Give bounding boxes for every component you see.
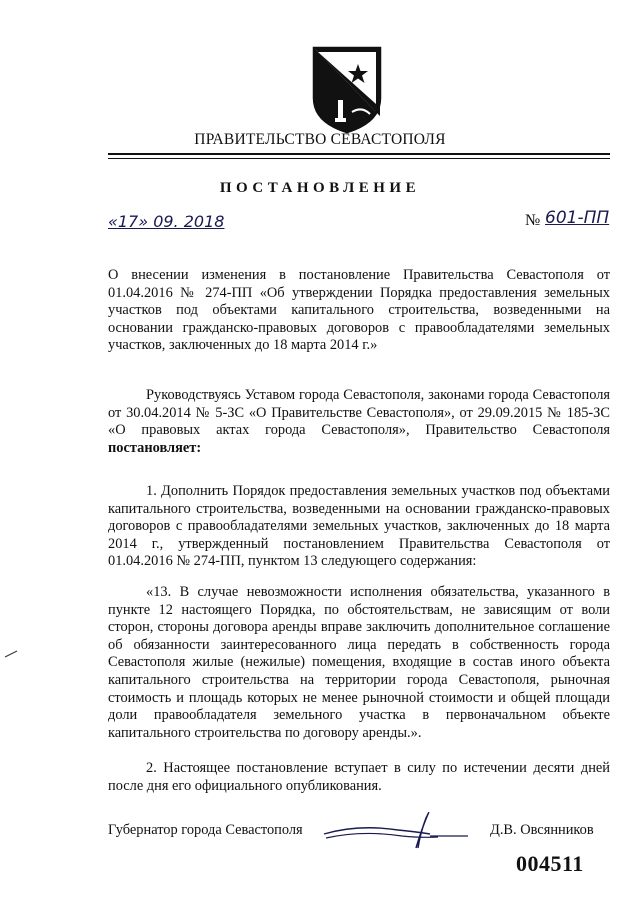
document-number-label: №: [525, 212, 541, 229]
document-subject: О внесении изменения в постановление Правительства Севастополя от 01.04.2016 № 274-ПП «Об утверждении Порядка предоставления земельных участков под объектами капитального строительства, возведенными на основании гражданско-правовых договоров с правообладателями земельных участков, заключенных до 18 марта 2014 г.»: [108, 267, 610, 354]
preamble-paragraph: [108, 387, 610, 457]
resolves-word: постановляет:: [108, 439, 202, 456]
form-serial-number: 004511: [516, 851, 584, 876]
signature-icon: [318, 808, 478, 852]
item-2-paragraph: 2. Настоящее постановление вступает в силу по истечении десяти дней после дня его официального опубликования.: [108, 760, 610, 794]
coat-of-arms-icon: [308, 42, 386, 136]
item-1-paragraph: 1. Дополнить Порядок предоставления земельных участков под объектами капитального строительства, возведенными на основании гражданско-правовых договоров с правообладателями земельных участков, заключенных до 18 марта 2014 г., утвержденный постановлением Правительства Севастополя от 01.04.2016 № 274-ПП, пунктом 13 следующего содержания:: [108, 483, 610, 570]
signatory-position: Губернатор города Севастополя: [108, 822, 303, 838]
government-name: ПРАВИТЕЛЬСТВО СЕВАСТОПОЛЯ: [194, 131, 446, 148]
preamble-text: Руководствуясь Уставом города Севастополя, законами города Севастополя от 30.04.2014 № 5-ЗС «О Правительстве Севастополя», от 29.09.2015 № 185-ЗС «О правовых актах города Севастополя», Правительство Севастополя: [108, 387, 610, 439]
signatory-name: Д.В. Овсянников: [490, 822, 594, 838]
document-number: 601-ПП: [545, 208, 610, 228]
header-rule-thin: [108, 158, 610, 159]
document-date: «17» 09. 2018: [108, 212, 225, 231]
margin-pen-mark: [4, 650, 18, 658]
document-type-title: ПОСТАНОВЛЕНИЕ: [219, 180, 421, 196]
item-13-paragraph: «13. В случае невозможности исполнения обязательства, указанного в пункте 12 настоящего Порядка, по обстоятельствам, не зависящим от воли сторон, стороны договора аренды вправе заключить дополнительное соглашение об обязанности заинтересованного лица передать в собственность города Севастополя жилые (нежилые) помещения, входящие в состав иного объекта капитального строительства на территории города Севастополя, рыночная стоимость и площадь которых не менее рыночной стоимости и общей площади доли правообладателя земельного участка в первоначальном объекте капитального строительства по договору аренды.».: [108, 584, 610, 741]
header-rule-thick: [108, 153, 610, 155]
